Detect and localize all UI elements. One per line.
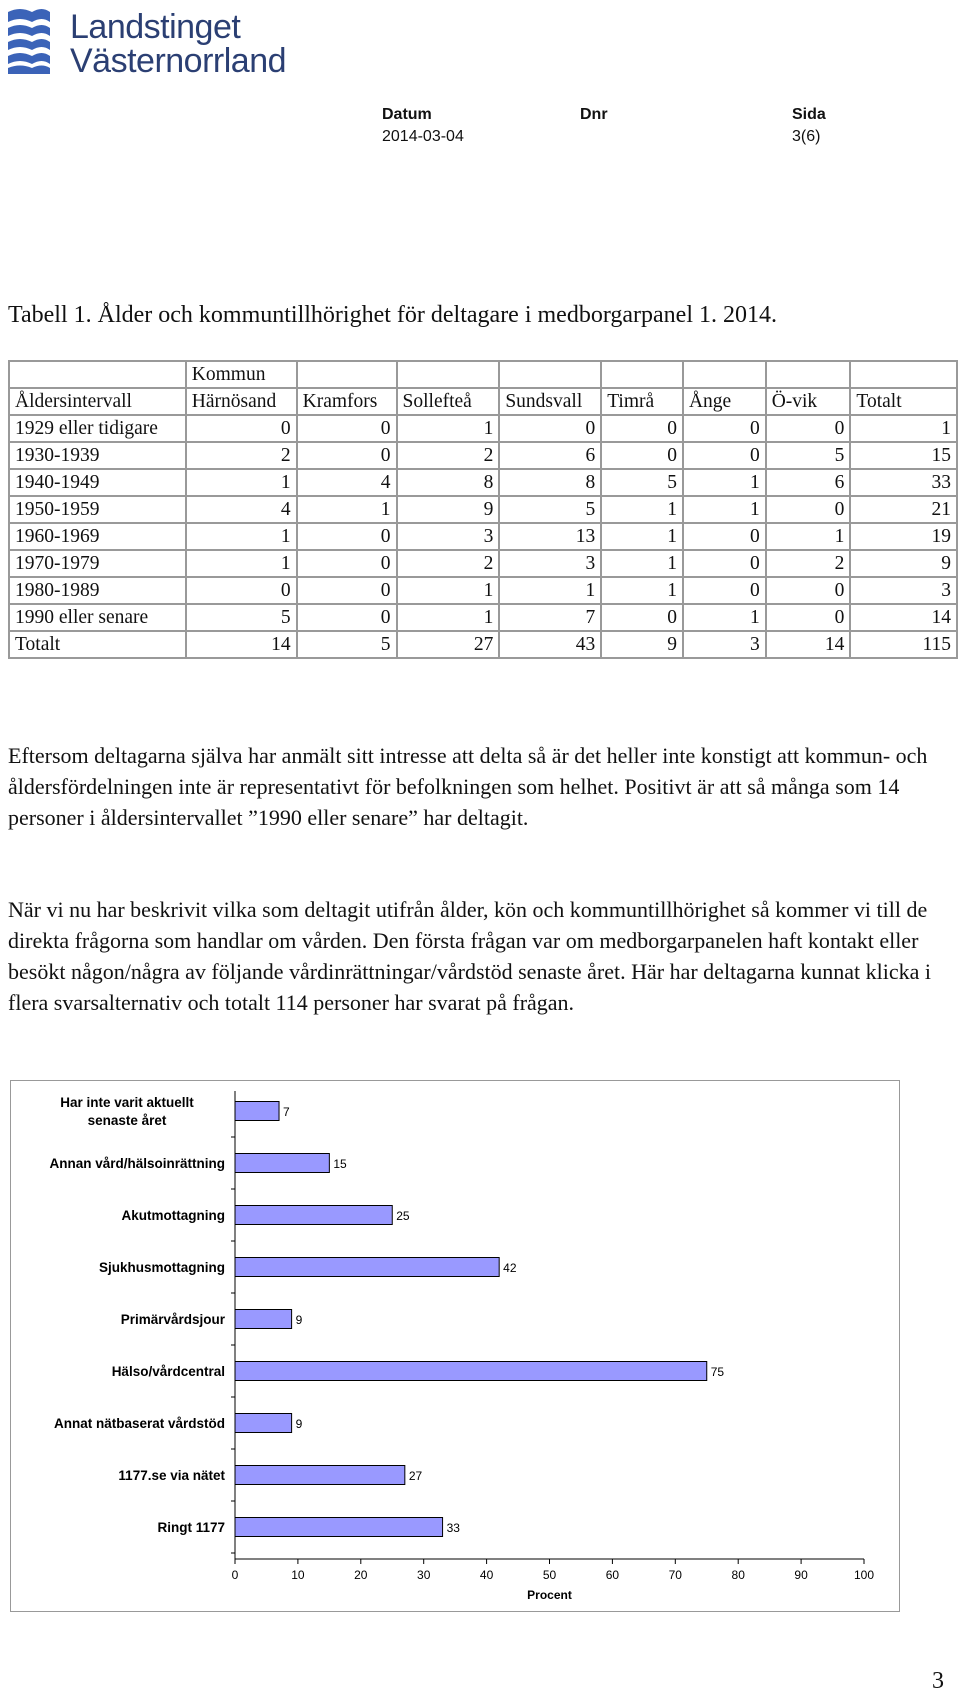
table-cell: 1: [186, 469, 297, 496]
table-cell: 1: [601, 550, 683, 577]
table-cell-empty: [850, 361, 957, 388]
table-row-label: 1970-1979: [9, 550, 186, 577]
table-row: [9, 523, 957, 550]
table-cell: 0: [186, 577, 297, 604]
table-cell: 3: [683, 631, 766, 658]
table-cell: 14: [850, 604, 957, 631]
table-cell: 9: [850, 550, 957, 577]
dnr-label: Dnr: [580, 106, 608, 123]
table-cell: 0: [683, 577, 766, 604]
sida-value: 3(6): [792, 128, 821, 145]
table-cell: 4: [297, 469, 397, 496]
x-tick-label: 80: [731, 1568, 745, 1582]
table-cell: 0: [186, 415, 297, 442]
table-cell: 5: [297, 631, 397, 658]
table-cell-empty: [9, 361, 186, 388]
table-cell-empty: [499, 361, 601, 388]
table-cell: 1: [186, 550, 297, 577]
table-cell: 0: [766, 415, 851, 442]
page-number: 3: [932, 1668, 944, 1694]
table-row-label: 1960-1969: [9, 523, 186, 550]
table-cell: 0: [297, 550, 397, 577]
category-label: Hälso/vårdcentral: [111, 1364, 225, 1379]
table-cell: 0: [683, 442, 766, 469]
table-cell-empty: [601, 361, 683, 388]
org-name-line1: Landstinget: [70, 8, 241, 46]
bar: [235, 1518, 443, 1537]
table-cell: 1: [601, 496, 683, 523]
table-row-label: 1980-1989: [9, 577, 186, 604]
chart-frame: [10, 1080, 900, 1612]
datum-block: [382, 106, 464, 146]
bar: [235, 1206, 392, 1225]
table-cell: 5: [766, 442, 851, 469]
table-cell: 1: [601, 577, 683, 604]
table-cell: 5: [499, 496, 601, 523]
sida-label: Sida: [792, 106, 826, 123]
table-cell: 0: [297, 415, 397, 442]
x-tick-label: 90: [794, 1568, 808, 1582]
table-row-label: 1950-1959: [9, 496, 186, 523]
table-cell: 0: [499, 415, 601, 442]
x-tick-label: 20: [354, 1568, 368, 1582]
logo: [6, 8, 326, 80]
bar-value-label: 75: [710, 1365, 725, 1379]
table-cell: 14: [766, 631, 851, 658]
bar-value-label: 33: [446, 1521, 460, 1535]
category-label: Annan vård/hälsoinrättning: [49, 1156, 225, 1171]
x-tick-label: 10: [291, 1568, 305, 1582]
table-row-label: 1990 eller senare: [9, 604, 186, 631]
table-cell: 1: [683, 496, 766, 523]
table-cell: 0: [297, 577, 397, 604]
table-cell: 1: [297, 496, 397, 523]
category-label: Annat nätbaserat vårdstöd: [53, 1416, 225, 1431]
table-cell: 7: [499, 604, 601, 631]
bar: [235, 1258, 499, 1277]
table-cell-empty: [397, 361, 500, 388]
table-cell: 6: [499, 442, 601, 469]
table-cell: 15: [850, 442, 957, 469]
x-tick-label: 0: [231, 1568, 239, 1582]
org-name-line2: Västernorrland: [70, 42, 287, 80]
x-tick-label: 50: [542, 1568, 557, 1582]
table-cell: 5: [601, 469, 683, 496]
table-cell: 27: [397, 631, 500, 658]
table-row: [9, 415, 957, 442]
table-cell: 1: [601, 523, 683, 550]
table-column-header: Sollefteå: [397, 388, 500, 415]
table-column-header: Åldersintervall: [9, 388, 186, 415]
table-caption: Tabell 1. Ålder och kommuntillhörighet för deltagare i medborgarpanel 1. 2014.: [8, 302, 777, 328]
bar-value-label: 25: [396, 1209, 410, 1223]
table-cell-empty: [766, 361, 851, 388]
bar: [235, 1310, 292, 1329]
bar-chart: [11, 1081, 899, 1611]
bar-value-label: 15: [333, 1157, 347, 1171]
table-cell: 2: [397, 550, 500, 577]
table-group-header-row: [9, 361, 957, 388]
bar: [235, 1154, 329, 1173]
table-cell: 3: [850, 577, 957, 604]
x-tick-label: 30: [417, 1568, 431, 1582]
x-tick-label: 40: [479, 1568, 494, 1582]
table-cell: 0: [766, 496, 851, 523]
table-cell-empty: [683, 361, 766, 388]
table-cell: 8: [397, 469, 500, 496]
table-cell: 1: [683, 469, 766, 496]
table-cell: 1: [850, 415, 957, 442]
table-row: [9, 442, 957, 469]
table-row: [9, 496, 957, 523]
table-group-header: Kommun: [186, 361, 297, 388]
table-cell: 9: [601, 631, 683, 658]
table-column-header: Härnösand: [186, 388, 297, 415]
table-cell: 0: [683, 415, 766, 442]
table-cell: 3: [397, 523, 500, 550]
x-tick-label: 60: [605, 1568, 620, 1582]
table-cell: 1: [397, 415, 500, 442]
table-cell: 2: [186, 442, 297, 469]
table-cell: 19: [850, 523, 957, 550]
table-cell: 0: [297, 523, 397, 550]
table-cell: 21: [850, 496, 957, 523]
datum-label: Datum: [382, 106, 432, 123]
table-column-header: Ånge: [683, 388, 766, 415]
table-column-header: Ö-vik: [766, 388, 851, 415]
bar: [235, 1414, 292, 1433]
table-cell: 115: [850, 631, 957, 658]
table-column-header: Timrå: [601, 388, 683, 415]
table-cell: 0: [601, 415, 683, 442]
table-cell: 5: [186, 604, 297, 631]
bar: [235, 1466, 405, 1485]
category-label: 1177.se via nätet: [118, 1468, 225, 1483]
table-cell-empty: [297, 361, 397, 388]
table-cell: 0: [297, 604, 397, 631]
x-tick-label: 100: [853, 1568, 875, 1582]
category-label: Primärvårdsjour: [120, 1312, 225, 1327]
table-row-label: 1930-1939: [9, 442, 186, 469]
table-cell: 0: [297, 442, 397, 469]
table-row: [9, 550, 957, 577]
table-cell: 2: [397, 442, 500, 469]
bar-value-label: 7: [283, 1105, 290, 1119]
table-cell: 4: [186, 496, 297, 523]
table-cell: 1: [766, 523, 851, 550]
table-cell: 1: [499, 577, 601, 604]
table-cell: 43: [499, 631, 601, 658]
table-cell: 0: [683, 523, 766, 550]
bar-value-label: 42: [503, 1261, 517, 1275]
table-cell: 6: [766, 469, 851, 496]
table-cell: 1: [397, 577, 500, 604]
table-cell: 0: [601, 604, 683, 631]
category-label: Akutmottagning: [121, 1208, 225, 1223]
table-row-label: 1929 eller tidigare: [9, 415, 186, 442]
table-column-header: Totalt: [850, 388, 957, 415]
table-row-label: 1940-1949: [9, 469, 186, 496]
category-label: Har inte varit aktuellt senaste året: [60, 1095, 194, 1128]
logo-emblem-icon: [6, 8, 52, 74]
paragraph-2: När vi nu har beskrivit vilka som deltagit utifrån ålder, kön och kommuntillhörighet så kommer vi till de direkta frågorna som handlar om vården. Den första frågan var om medborgarpanelen haft kontakt eller besökt någon/några av följande vårdinrättningar/vårdstöd senaste året. Här har deltagarna kunnat klicka i flera svarsalternativ och totalt 114 personer har svarat på frågan.: [8, 897, 932, 1015]
table-column-header: Kramfors: [297, 388, 397, 415]
table-cell: 0: [683, 550, 766, 577]
paragraph-1: Eftersom deltagarna själva har anmält sitt intresse att delta så är det heller inte konstigt att kommun- och åldersfördelningen inte är representativt för befolkningen som helhet. Positivt är att så många som 14 personer i åldersintervallet ”1990 eller senare” har deltagit.: [8, 743, 928, 830]
table-cell: 2: [766, 550, 851, 577]
table-column-header: Sundsvall: [499, 388, 601, 415]
table-row: [9, 604, 957, 631]
table-cell: 0: [766, 604, 851, 631]
table-header-row: [9, 388, 957, 415]
x-tick-label: 70: [668, 1568, 682, 1582]
bar: [235, 1362, 707, 1381]
table-cell: 3: [499, 550, 601, 577]
table-cell: 1: [186, 523, 297, 550]
datum-value: 2014-03-04: [382, 128, 464, 145]
bar: [235, 1102, 279, 1121]
bar-value-label: 9: [295, 1313, 303, 1327]
category-label: Sjukhusmottagning: [99, 1260, 225, 1275]
category-label: Ringt 1177: [157, 1520, 225, 1535]
table-row-label: Totalt: [9, 631, 186, 658]
table-row: [9, 631, 957, 658]
table-cell: 14: [186, 631, 297, 658]
table-cell: 0: [766, 577, 851, 604]
table-cell: 8: [499, 469, 601, 496]
table-cell: 1: [683, 604, 766, 631]
table-row: [9, 469, 957, 496]
table-cell: 9: [397, 496, 500, 523]
dnr-block: [580, 106, 608, 128]
x-axis-label: Procent: [527, 1588, 572, 1602]
bar-value-label: 9: [295, 1417, 303, 1431]
sida-block: [792, 106, 826, 146]
table-cell: 0: [601, 442, 683, 469]
table-cell: 13: [499, 523, 601, 550]
table-row: [9, 577, 957, 604]
bar-value-label: 27: [408, 1469, 423, 1483]
age-municipality-table: [8, 360, 958, 659]
table-cell: 1: [397, 604, 500, 631]
table-cell: 33: [850, 469, 957, 496]
